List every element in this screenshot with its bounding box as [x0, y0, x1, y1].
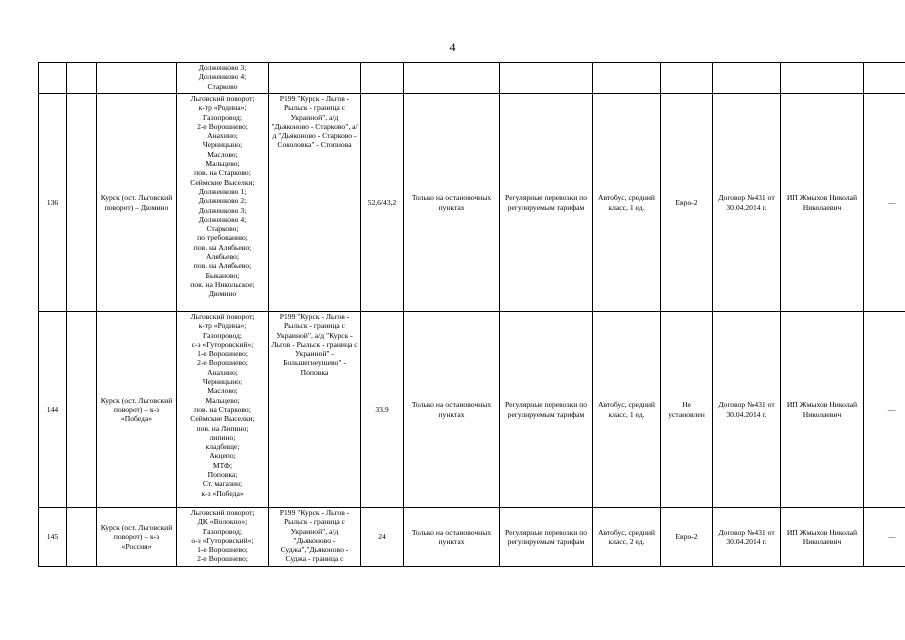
stop-name: о-з «Гуторовский»; — [191, 535, 254, 545]
route-name: Курск (ост. Льговский поворот) – Дюмино — [97, 94, 177, 312]
stops-list — [177, 63, 269, 94]
stop-name: пов. на Липино; — [196, 423, 249, 433]
stop-name: пов. на Старково; — [194, 404, 251, 414]
stop-order: Только на остановочных пунктах — [404, 508, 500, 567]
stop-name: 2-е Ворошнево; — [197, 358, 248, 368]
stop-name: 1-е Ворошнево; — [197, 545, 248, 555]
route-length: 24 — [361, 508, 404, 567]
eco-class: Евро-2 — [661, 508, 713, 567]
route-length: 52,6/43,2 — [361, 94, 404, 312]
stop-name: 1-е Ворошнево; — [197, 349, 248, 359]
empty-cell — [67, 312, 97, 508]
stop-name: Долженково 2; — [198, 196, 247, 206]
stop-name: Старково — [207, 81, 238, 91]
route-roads: Р199 "Курск - Льгов - Рыльск - граница с Украиной", а/д "Дьяконово - Суджа","Дьяконово - Суджа - граница с — [269, 508, 361, 567]
stop-name: Поповка; — [207, 470, 238, 480]
contract-info: Договор №431 от 30.04.2014 г. — [713, 508, 781, 567]
stop-name: Долженково 4; — [198, 72, 247, 82]
stop-name: к-тр «Родина»; — [198, 103, 247, 113]
vehicle-info: Автобус, средний класс, 1 ед. — [593, 312, 661, 508]
stop-name: Алябьево; — [206, 252, 239, 262]
stop-name: Черницыно; — [202, 140, 243, 150]
stop-name: Старково; — [206, 224, 239, 234]
transport-type: Регулярные перевозки по регулируемым тарифам — [500, 94, 593, 312]
transport-type: Регулярные перевозки по регулируемым тарифам — [500, 312, 593, 508]
route-name: Курск (ост. Льговский поворот) – к-з «Россия» — [97, 508, 177, 567]
empty-cell — [67, 508, 97, 567]
contract-info: Договор №431 от 30.04.2014 г. — [713, 312, 781, 508]
row-number: 144 — [39, 312, 67, 508]
route-length: 33,9 — [361, 312, 404, 508]
stop-name: Анахино; — [207, 367, 238, 377]
route-roads: Р199 "Курск - Льгов - Рыльск - граница с Украиной", а/д "Дьяконово - Старково", а/д "Дьяконово - Старково - Соколовка" - Стопнова — [269, 94, 361, 312]
stop-name: Долженково 4; — [198, 214, 247, 224]
route-name: Курск (ост. Льговский поворот) – к-з «Победа» — [97, 312, 177, 508]
stop-name: Льговский поворот; — [190, 312, 255, 321]
page-number: 4 — [449, 40, 456, 54]
stop-name: Мальцево; — [205, 159, 240, 169]
stop-name: Дюмино — [208, 289, 237, 299]
dash-cell: — — [864, 312, 905, 508]
stop-name: Акцепо; — [209, 451, 236, 461]
routes-table — [38, 62, 905, 567]
table-row-continuation — [39, 63, 905, 94]
stop-order: Только на остановочных пунктах — [404, 312, 500, 508]
stop-name: кладбище; — [205, 442, 240, 452]
dash-cell: — — [864, 508, 905, 567]
stop-name: пов. на Алябьево; — [193, 261, 252, 271]
vehicle-info: Автобус, средний класс, 1 ед. — [593, 94, 661, 312]
stop-name: Сеймские Выселки; — [190, 414, 255, 424]
carrier-name: ИП Жмыхов Николай Николаевич — [781, 312, 864, 508]
stop-name: к-з «Победа» — [201, 488, 244, 498]
stop-name: Анахино; — [207, 131, 238, 141]
route-roads: Р199 "Курск - Льгов - Рыльск - граница с Украиной", а/д "Курск - Льгов - Рыльск - граница с Украиной" - Большегнеушево" - Поповка — [269, 312, 361, 508]
carrier-name: ИП Жмыхов Николай Николаевич — [781, 94, 864, 312]
stop-name: пов. на Алябьево; — [193, 242, 252, 252]
stop-name: 2-е Ворошнево; — [197, 121, 248, 131]
stop-name: Газопровод; — [202, 526, 243, 536]
stop-name: Ст. магазин; — [202, 479, 243, 489]
stop-name: Долженково 3; — [198, 63, 247, 72]
empty-cell — [67, 94, 97, 312]
row-number: 136 — [39, 94, 67, 312]
stop-name: Льговский поворот; — [190, 94, 255, 103]
stop-name: Маслово; — [207, 386, 238, 396]
table-row — [39, 94, 905, 312]
stops-list — [177, 94, 269, 312]
stop-name: Мальцево; — [205, 395, 240, 405]
transport-type: Регулярные перевозки по регулируемым тарифам — [500, 508, 593, 567]
stop-name: Долженково 3; — [198, 205, 247, 215]
stop-name: Сеймские Выселки; — [190, 177, 255, 187]
stop-name: с-з «Гуторовский»; — [191, 339, 254, 349]
stop-name: пов. на Старково; — [194, 168, 251, 178]
row-number: 145 — [39, 508, 67, 567]
table-row — [39, 312, 905, 508]
stop-name: ДК «Волокно»; — [197, 517, 248, 527]
stop-name: Долженково 1; — [198, 186, 247, 196]
stops-list — [177, 312, 269, 508]
stop-name: МТФ; — [212, 460, 233, 470]
stop-order: Только на остановочных пунктах — [404, 94, 500, 312]
eco-class: Не установлен — [661, 312, 713, 508]
carrier-name: ИП Жмыхов Николай Николаевич — [781, 508, 864, 567]
stop-name: Маслово; — [207, 149, 238, 159]
stop-name: пов. на Никольское; — [190, 279, 255, 289]
stop-name: Льговский поворот; — [190, 508, 255, 517]
stop-name: по требованию; — [197, 233, 248, 243]
stop-name: к-тр «Родина»; — [198, 321, 247, 331]
stop-name: Газопровод; — [202, 112, 243, 122]
dash-cell: — — [864, 94, 905, 312]
stop-name: 2-е Ворошнево; — [197, 554, 248, 564]
eco-class: Евро-2 — [661, 94, 713, 312]
contract-info: Договор №431 от 30.04.2014 г. — [713, 94, 781, 312]
stop-name: липино; — [209, 432, 236, 442]
stop-name: Черницыно; — [202, 377, 243, 387]
vehicle-info: Автобус, средний класс, 2 ед. — [593, 508, 661, 567]
stop-name: Газопровод; — [202, 330, 243, 340]
stop-name: Быканово; — [205, 270, 240, 280]
table-row — [39, 508, 905, 567]
stops-list — [177, 508, 269, 567]
